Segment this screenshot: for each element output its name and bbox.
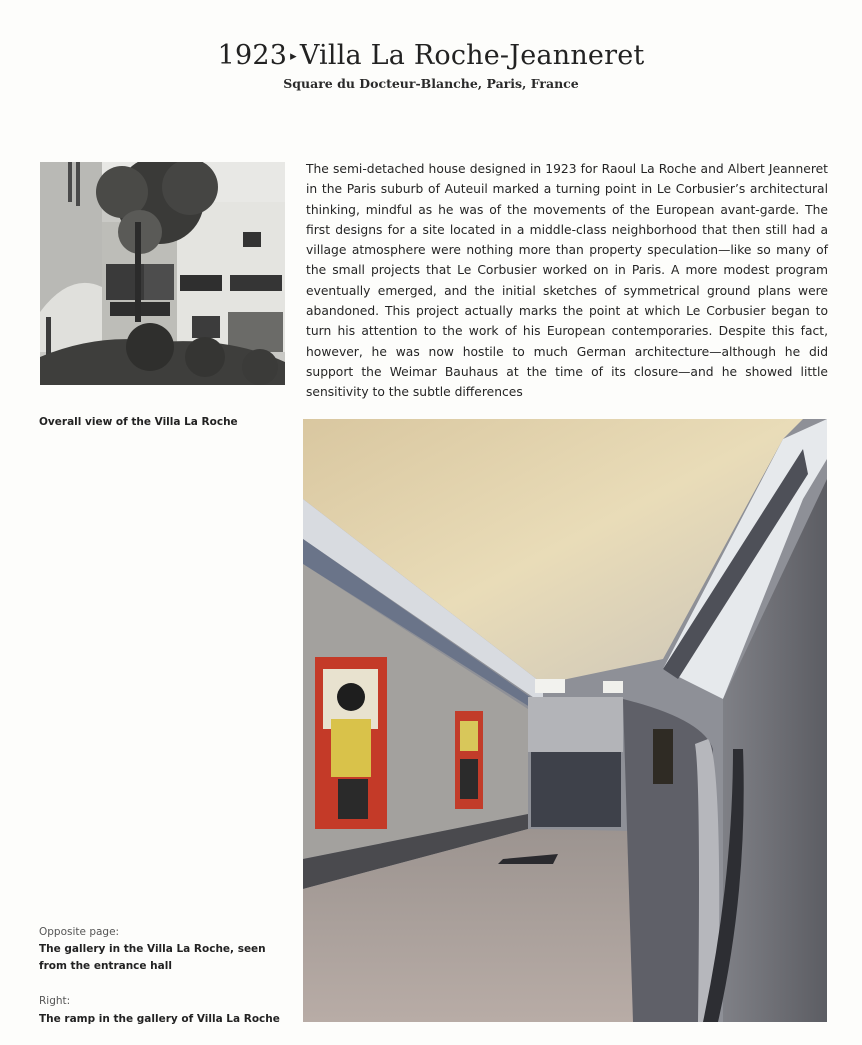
- title-name: Villa La Roche-Jeanneret: [299, 40, 645, 71]
- photo1-caption: Overall view of the Villa La Roche: [39, 416, 238, 428]
- opposite-label: Opposite page:: [39, 926, 120, 938]
- title-year: 1923: [217, 40, 288, 71]
- right-caption: The ramp in the gallery of Villa La Roche: [39, 1013, 280, 1025]
- arrow-right-icon: ▸: [290, 49, 297, 64]
- opposite-caption: The gallery in the Villa La Roche, seen from the entrance hall: [39, 943, 266, 972]
- gallery-ramp-photo: [303, 419, 827, 1022]
- villa-exterior-photo: [40, 162, 285, 385]
- right-label: Right:: [39, 995, 71, 1007]
- page-title: [0, 40, 862, 71]
- page-subtitle: Square du Docteur-Blanche, Paris, France: [283, 76, 579, 91]
- article-body: The semi-detached house designed in 1923 for Raoul La Roche and Albert Jeanneret in the Paris suburb of Auteuil marked a turning point in Le Corbusier’s architectural thinking, mindful as he was of the movements of the European avant-garde. The first designs for a site located in a middle-class neighborhood that then still had a village atmosphere were nothing more than property speculation—like so many of the small projects that Le Corbusier worked on in Paris. A more modest program eventually emerged, and the initial sketches of symmetrical ground plans were abandoned. This project actually marks the point at which Le Corbusier began to turn his attention to the work of his European contemporaries. Despite this fact, however, he was now hostile to much German architecture—although he did support the Weimar Bauhaus at the time of its closure—and he showed little sensitivity to the subtle differences: [306, 162, 828, 400]
